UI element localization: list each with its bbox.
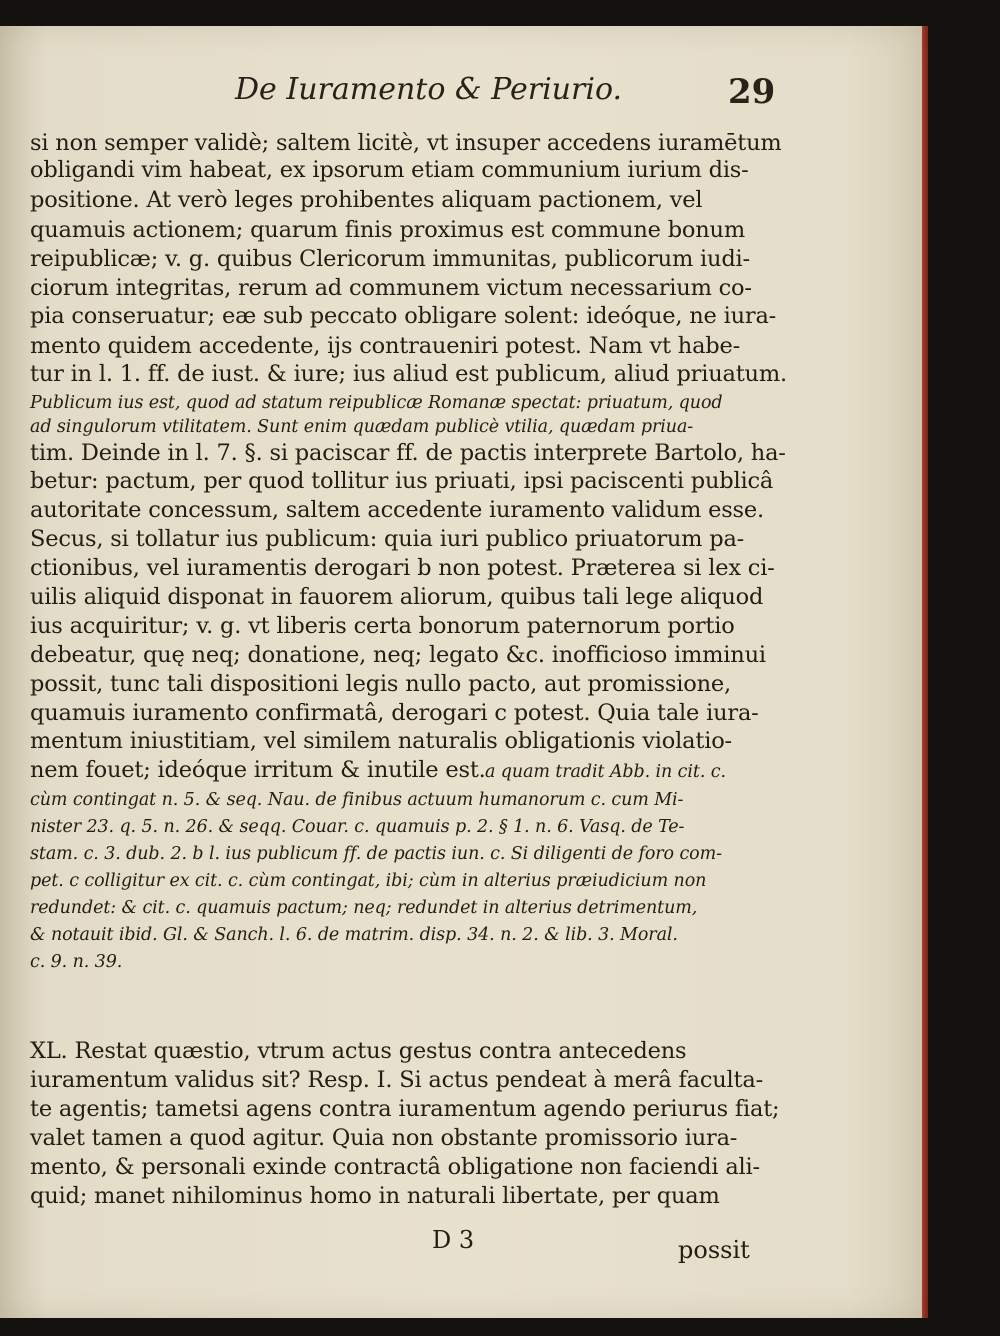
text-line: obligandi vim habeat, ex ipsorum etiam communium iurium dis-: [30, 157, 749, 183]
marginal-note: redundet: & cit. c. quamuis pactum; neq; redundet in alterius detrimentum,: [30, 898, 698, 918]
text-line: pia conseruatur; eæ sub peccato obligare solent: ideóque, ne iura-: [30, 303, 777, 329]
text-line: reipublicæ; v. g. quibus Clericorum immunitas, publicorum iudi-: [30, 246, 750, 272]
text-line: si non semper validè; saltem licitè, vt insuper accedens iuramētum: [30, 130, 782, 156]
section-text-line: iuramentum validus sit? Resp. I. Si actus pendeat à merâ facultа-: [30, 1067, 764, 1093]
catchword: possit: [678, 1236, 750, 1264]
text-line: tur in l. 1. ff. de iust. & iure; ius aliud est publicum, aliud priuatum.: [30, 361, 787, 387]
section-text-line: XL. Restat quæstio, vtrum actus gestus contra antecedens: [30, 1038, 687, 1064]
text-line: ctionibus, vel iuramentis derogari b non potest. Præterea si lex ci-: [30, 555, 775, 581]
red-page-edge: [922, 26, 928, 1318]
italic-quote-line: ad singulorum vtilitatem. Sunt enim quædam publicè vtilia, quædam priua-: [30, 417, 694, 437]
text-line: ciorum integritas, rerum ad communem victum necessarium co-: [30, 275, 752, 301]
italic-quote-line: Publicum ius est, quod ad statum reipublicæ Romanæ spectat: priuatum, quod: [30, 393, 723, 413]
signature-mark: D 3: [432, 1226, 475, 1254]
text-line: tim. Deinde in l. 7. §. si paciscar ff. de pactis interprete Bartolo, ha-: [30, 440, 786, 466]
running-title: De Iuramento & Periurio.: [235, 72, 623, 107]
text-line: positione. At verò leges prohibentes aliquam pactionem, vel: [30, 187, 703, 213]
marginal-note: c. 9. n. 39.: [30, 952, 123, 972]
section-text-line: te agentis; tametsi agens contra iuramentum agendo periurus fiat;: [30, 1096, 780, 1122]
text-line: quamuis iuramento confirmatâ, derogari c potest. Quia tale iura-: [30, 700, 759, 726]
text-line: Secus, si tollatur ius publicum: quia iuri publico priuatorum pa-: [30, 526, 745, 552]
text-line: betur: pactum, per quod tollitur ius priuati, ipsi paciscenti publicâ: [30, 468, 774, 494]
section-text-line: mento, & personali exinde contractâ obligatione non faciendi ali-: [30, 1154, 760, 1180]
marginal-note: a quam tradit Abb. in cit. c.: [485, 762, 726, 782]
marginal-note: nister 23. q. 5. n. 26. & seqq. Couar. c. quamuis p. 2. § 1. n. 6. Vasq. de Te-: [30, 817, 685, 837]
text-line: possit, tunc tali dispositioni legis nullo pacto, aut promissione,: [30, 671, 731, 697]
marginal-note: pet. c colligitur ex cit. c. cùm contingat, ibi; cùm in alterius præiudicium non: [30, 871, 707, 891]
section-text-line: valet tamen a quod agitur. Quia non obstante promissorio iura-: [30, 1125, 738, 1151]
text-line: nem fouet; ideóque irritum & inutile est.: [30, 757, 486, 783]
marginal-note: cùm contingat n. 5. & seq. Nau. de finibus actuum humanorum c. cum Mi-: [30, 790, 684, 810]
text-line: uilis aliquid disponat in fauorem aliorum, quibus tali lege aliquod: [30, 584, 764, 610]
marginal-note: stam. c. 3. dub. 2. b l. ius publicum ff. de pactis iun. c. Si diligenti de foro com-: [30, 844, 722, 864]
text-line: quamuis actionem; quarum finis proximus est commune bonum: [30, 217, 745, 243]
text-line: ius acquiritur; v. g. vt liberis certa bonorum paternorum portio: [30, 613, 735, 639]
text-line: mento quidem accedente, ijs contraueniri potest. Nam vt habe-: [30, 333, 741, 359]
text-line: autoritate concessum, saltem accedente iuramento validum esse.: [30, 497, 764, 523]
section-text-line: quid; manet nihilominus homo in naturali libertate, per quam: [30, 1183, 720, 1209]
text-line: debeatur, quę neq; donatione, neq; legato &c. inofficioso imminui: [30, 642, 766, 668]
page-number: 29: [728, 72, 776, 112]
marginal-note: & notauit ibid. Gl. & Sanch. l. 6. de matrim. disp. 34. n. 2. & lib. 3. Moral.: [30, 925, 678, 945]
text-line: mentum iniustitiam, vel similem naturalis obligationis violatio-: [30, 728, 732, 754]
